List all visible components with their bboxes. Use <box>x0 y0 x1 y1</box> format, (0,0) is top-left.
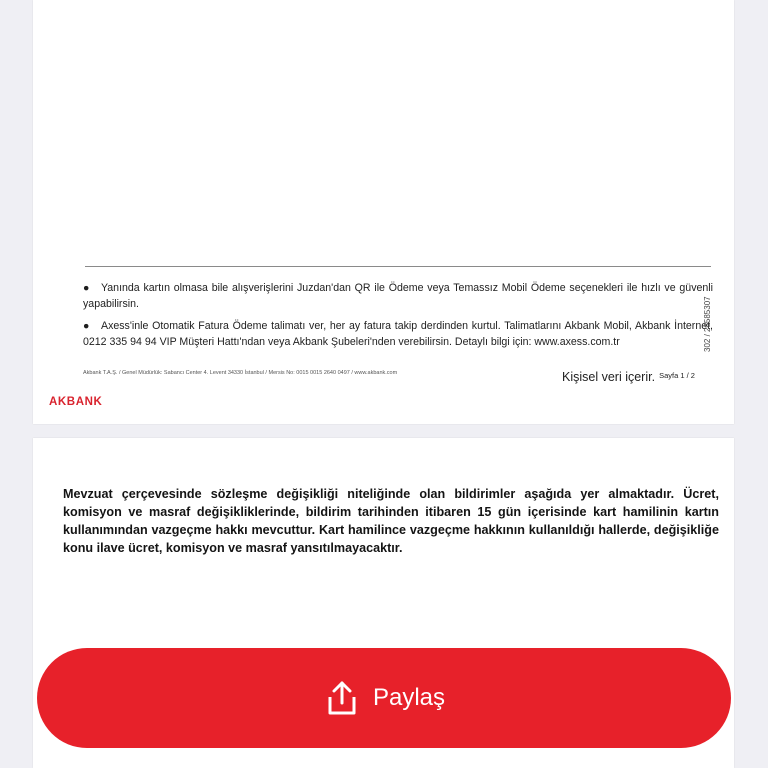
info-bullet-2 <box>83 318 713 350</box>
share-button[interactable] <box>37 648 731 748</box>
document-code: 302 / 28585307 <box>703 296 712 352</box>
document-page-1 <box>33 0 734 424</box>
bank-legal-footer: Akbank T.A.Ş. / Genel Müdürlük: Sabancı Center 4. Levent 34330 İstanbul / Mersis No: 0015 0015 2640 0497 / www.akbank.com <box>83 370 398 376</box>
share-upload-icon <box>323 679 361 717</box>
share-button-label: Paylaş <box>372 684 446 711</box>
bullet-dot-icon: ● <box>83 282 90 294</box>
divider-line <box>85 266 711 267</box>
akbank-logo: AKBANK <box>49 396 103 408</box>
info-bullet-1 <box>83 280 713 312</box>
personal-data-text: Kişisel veri içerir. <box>562 370 656 384</box>
info-bullet-text: Yanında kartın olmasa bile alışverişlerini Juzdan'dan QR ile Ödeme veya Temassız Mobil Ödeme seçenekleri ile hızlı ve güvenli yapabilirsin. <box>83 282 713 310</box>
personal-data-notice <box>562 370 695 384</box>
bullet-dot-icon: ● <box>83 320 90 332</box>
contract-change-notice: Mevzuat çerçevesinde sözleşme değişikliği niteliğinde olan bildirimler aşağıda yer almaktadır. Ücret, komisyon ve masraf değişikliklerinde, bildirim tarihinden itibaren 15 gün içerisinde kart hamilinin kartın kullanımından vazgeçme hakkı mevcuttur. Kart hamilince vazgeçme hakkının kullanıldığı hallerde, değişikliğe konu ilave ücret, komisyon ve masraf yansıtılmayacaktır. <box>63 487 719 555</box>
info-bullet-text: Axess'inle Otomatik Fatura Ödeme talimatı ver, her ay fatura takip derdinden kurtul. Talimatlarını Akbank Mobil, Akbank İnternet, 0212 335 94 94 VIP Müşteri Hattı'ndan veya Akbank Şubeleri'nden verebilirsin. Detaylı bilgi için: www.axess.com.tr <box>83 320 713 348</box>
page-number: Sayfa 1 / 2 <box>659 371 695 380</box>
